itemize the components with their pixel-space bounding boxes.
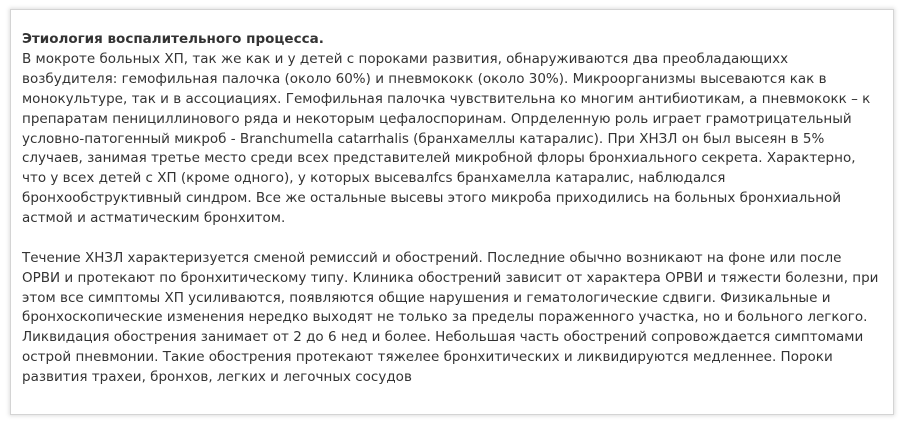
section-heading: Этиология воспалительного процесса.	[22, 31, 324, 47]
article-card	[10, 9, 894, 415]
article-paragraph-etiology	[22, 30, 881, 229]
etiology-text: В мокроте больных ХП, так же как и у детей с пороками развития, обнаруживаются два преобладающихх возбудителя: гемофильная палочка (около 60%) и пневмококк (около 30%). Микроорганизмы высеваются как в монокультуре, так и в ассоциациях. Гемофильная палочка чувствительна ко многим антибиотикам, а пневмококк – к препаратам пенициллинового ряда и некоторым цефалоспоринам. Опрделенную роль играет грамотрицательный условно-патогенный микроб - Branchumella catarrhalis (бранхамеллы катаралис). При ХНЗЛ он был высеян в 5% случаев, занимая третье место среди всех представителей микробной флоры бронхиального секрета. Характерно, что у всех детей с ХП (кроме одного), у которых высевалfcs бранхамелла катаралис, наблюдался бронхообструктивный синдром. Все же остальные высевы этого микроба приходились на больных бронхиальной астмой и астматическим бронхитом.	[22, 50, 871, 227]
article-paragraph-course	[22, 249, 881, 388]
course-text: Течение ХНЗЛ характеризуется сменой ремиссий и обострений. Последние обычно возникают на фоне или после ОРВИ и протекают по бронхитическому типу. Клиника обострений зависит от характера ОРВИ и тяжести болезни, при этом все симптомы ХП усиливаются, появляются общие нарушения и гематологические сдвиги. Физикальные и бронхоскопические изменения нередко выходят не только за пределы пораженного участка, но и больного легкого. Ликвидация обострения занимает от 2 до 6 нед и более. Небольшая часть обострений сопровождается симптомами острой пневмонии. Такие обострения протекают тяжелее бронхитических и ликвидируются медленнее. Пороки развития трахеи, бронхов, легких и легочных сосудов	[22, 249, 879, 386]
